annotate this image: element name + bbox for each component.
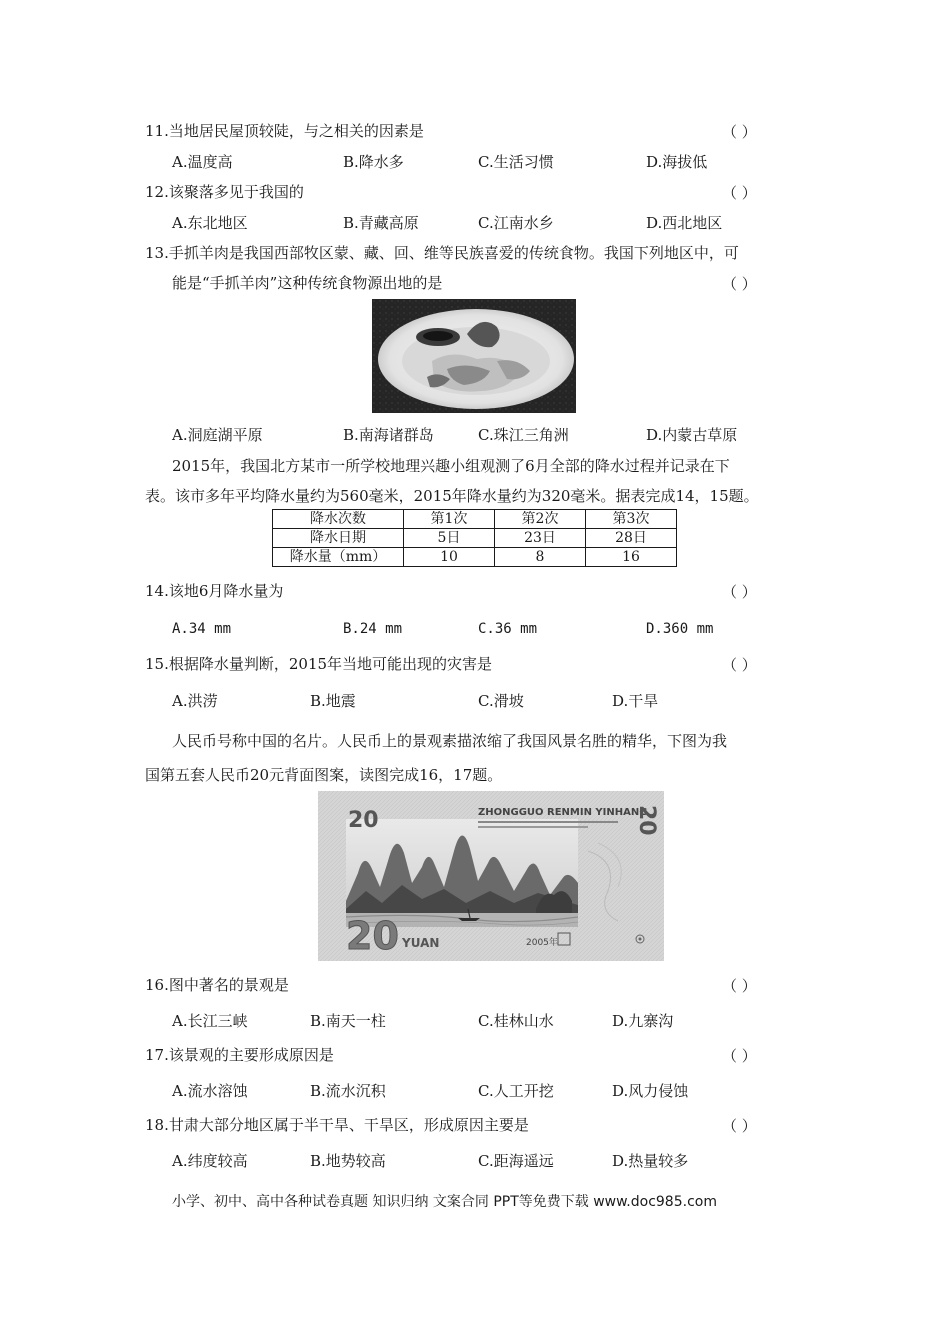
q12-option-d: D.西北地区 xyxy=(646,214,723,232)
passage-rainfall-line2: 表。该市多年平均降水量约为560毫米，2015年降水量约为320毫米。据表完成14，15题。 xyxy=(145,487,759,505)
question-18-stem: 18.甘肃大部分地区属于半干旱、干旱区，形成原因主要是 xyxy=(145,1116,529,1134)
rainfall-table xyxy=(272,509,677,567)
table-cell: 降水日期 xyxy=(273,529,404,548)
q16-option-b: B.南天一柱 xyxy=(310,1012,386,1030)
table-row xyxy=(273,529,677,548)
q16-option-c: C.桂林山水 xyxy=(478,1012,554,1030)
table-cell: 10 xyxy=(404,548,495,567)
q13-option-a: A.洞庭湖平原 xyxy=(172,426,263,444)
q12-option-a: A.东北地区 xyxy=(172,214,248,232)
q17-option-b: B.流水沉积 xyxy=(310,1082,386,1100)
q11-option-c: C.生活习惯 xyxy=(478,153,554,171)
q11-option-b: B.降水多 xyxy=(343,153,404,171)
banknote-header-text: ZHONGGUO RENMIN YINHANG xyxy=(478,807,648,818)
q15-option-b: B.地震 xyxy=(310,692,356,710)
question-14-stem: 14.该地6月降水量为 xyxy=(145,582,284,600)
q14-option-d: D.360 mm xyxy=(646,621,714,637)
table-cell: 28日 xyxy=(586,529,677,548)
answer-bracket-18: （ ） xyxy=(722,1117,757,1135)
q13-option-d: D.内蒙古草原 xyxy=(646,426,738,444)
question-17-stem: 17.该景观的主要形成原因是 xyxy=(145,1046,334,1064)
table-row xyxy=(273,510,677,529)
question-16-stem: 16.图中著名的景观是 xyxy=(145,976,289,994)
footer-download-link[interactable]: 小学、初中、高中各种试卷真题 知识归纳 文案合同 PPT等免费下载 www.doc985.com xyxy=(172,1194,717,1210)
question-13-stem-line2: 能是“手抓羊肉”这种传统食物源出地的是 xyxy=(172,274,443,292)
q15-option-d: D.干旱 xyxy=(612,692,659,710)
denomination-right: 20 xyxy=(634,805,659,836)
question-11-stem: 11.当地居民屋顶较陡，与之相关的因素是 xyxy=(145,122,424,140)
answer-bracket-13: （ ） xyxy=(722,275,757,293)
q11-option-d: D.海拔低 xyxy=(646,153,708,171)
q16-option-d: D.九寨沟 xyxy=(612,1012,674,1030)
q18-option-a: A.纬度较高 xyxy=(172,1152,248,1170)
q11-option-a: A.温度高 xyxy=(172,153,233,171)
table-cell: 16 xyxy=(586,548,677,567)
passage-banknote-line2: 国第五套人民币20元背面图案，读图完成16，17题。 xyxy=(145,766,503,784)
table-cell: 23日 xyxy=(495,529,586,548)
q13-option-b: B.南海诸群岛 xyxy=(343,426,434,444)
table-cell: 第2次 xyxy=(495,510,586,529)
q15-option-c: C.滑坡 xyxy=(478,692,524,710)
table-cell: 降水量（mm） xyxy=(273,548,404,567)
q15-option-a: A.洪涝 xyxy=(172,692,218,710)
q14-option-c: C.36 mm xyxy=(478,621,538,637)
table-cell: 第1次 xyxy=(404,510,495,529)
q14-option-a: A.34 mm xyxy=(172,621,232,637)
answer-bracket-12: （ ） xyxy=(722,184,757,202)
answer-bracket-16: （ ） xyxy=(722,977,757,995)
table-cell: 5日 xyxy=(404,529,495,548)
question-12-stem: 12.该聚落多见于我国的 xyxy=(145,183,304,201)
question-13-stem-line1: 13.手抓羊肉是我国西部牧区蒙、藏、回、维等民族喜爱的传统食物。我国下列地区中，可 xyxy=(145,244,739,262)
table-row xyxy=(273,548,677,567)
table-cell: 8 xyxy=(495,548,586,567)
denomination-top: 20 xyxy=(348,808,379,833)
answer-bracket-17: （ ） xyxy=(722,1047,757,1065)
q18-option-c: C.距海遥远 xyxy=(478,1152,554,1170)
passage-rainfall-line1: 2015年，我国北方某市一所学校地理兴趣小组观测了6月全部的降水过程并记录在下 xyxy=(172,457,730,475)
banknote-year: 2005年 xyxy=(526,938,558,948)
rmb-20-yuan-banknote-image xyxy=(318,791,664,961)
q18-option-b: B.地势较高 xyxy=(310,1152,386,1170)
answer-bracket-15: （ ） xyxy=(722,656,757,674)
table-cell: 降水次数 xyxy=(273,510,404,529)
q18-option-d: D.热量较多 xyxy=(612,1152,689,1170)
mutton-dish-photo xyxy=(372,299,576,413)
q16-option-a: A.长江三峡 xyxy=(172,1012,248,1030)
q14-option-b: B.24 mm xyxy=(343,621,403,637)
q12-option-c: C.江南水乡 xyxy=(478,214,554,232)
banknote-yuan-text: YUAN xyxy=(402,936,440,950)
q17-option-c: C.人工开挖 xyxy=(478,1082,554,1100)
passage-banknote-line1: 人民币号称中国的名片。人民币上的景观素描浓缩了我国风景名胜的精华，下图为我 xyxy=(172,732,728,750)
answer-bracket-14: （ ） xyxy=(722,583,757,601)
denomination-bottom: 20 xyxy=(346,914,399,958)
q17-option-d: D.风力侵蚀 xyxy=(612,1082,689,1100)
table-cell: 第3次 xyxy=(586,510,677,529)
q12-option-b: B.青藏高原 xyxy=(343,214,419,232)
question-15-stem: 15.根据降水量判断，2015年当地可能出现的灾害是 xyxy=(145,655,493,673)
q17-option-a: A.流水溶蚀 xyxy=(172,1082,248,1100)
answer-bracket-11: （ ） xyxy=(722,123,757,141)
q13-option-c: C.珠江三角洲 xyxy=(478,426,569,444)
